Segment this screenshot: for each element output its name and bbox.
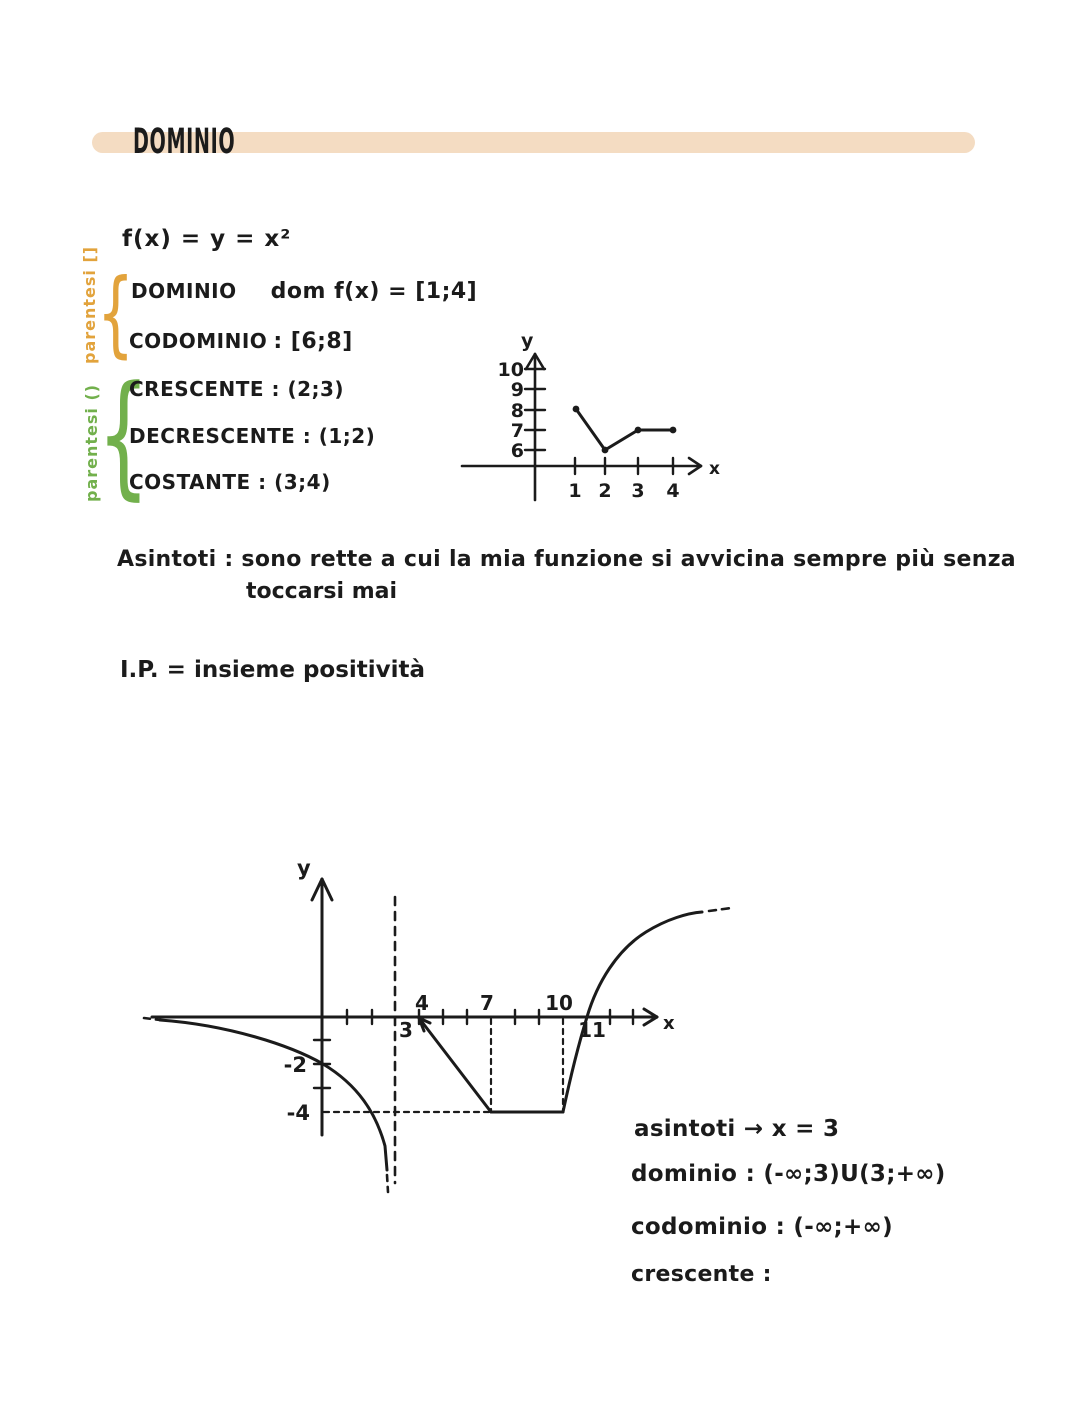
x-axis-label: x <box>663 1013 675 1034</box>
line-codominio <box>129 329 353 354</box>
curly-brace-icon: { <box>97 357 150 513</box>
line-decrescente: DECRESCENTE : (1;2) <box>129 424 376 448</box>
annotation-codominio: codominio : (-∞;+∞) <box>631 1214 893 1240</box>
svg-text:11: 11 <box>578 1018 606 1042</box>
svg-text:10: 10 <box>497 359 524 381</box>
svg-text:8: 8 <box>510 400 524 422</box>
svg-text:-2: -2 <box>283 1053 307 1077</box>
left-branch-curve <box>160 1020 387 1170</box>
y-axis-label: y <box>297 856 311 880</box>
data-point <box>670 427 677 434</box>
data-point <box>573 406 580 413</box>
svg-text:7: 7 <box>480 991 494 1015</box>
curly-brace-icon: { <box>97 259 135 368</box>
x-tick-labels <box>568 480 679 502</box>
right-branch-dashed-end <box>709 908 731 911</box>
svg-text:1: 1 <box>568 480 582 502</box>
data-point <box>635 427 642 434</box>
function-formula: f(x) = y = x² <box>122 226 292 252</box>
codominio-label: CODOMINIO <box>129 329 268 353</box>
big-graph <box>140 853 750 1203</box>
data-point <box>602 447 609 454</box>
asintoti-definition-line1: Asintoti : sono rette a cui la mia funzione si avvicina sempre più senza <box>117 547 1016 572</box>
svg-text:3: 3 <box>631 480 645 502</box>
svg-text:9: 9 <box>510 379 524 401</box>
codominio-value: : [6;8] <box>273 329 353 354</box>
small-graph <box>450 325 750 515</box>
y-axis-label: y <box>521 330 534 352</box>
svg-text:7: 7 <box>510 420 524 442</box>
asintoti-definition-line2: toccarsi mai <box>246 579 398 604</box>
line-dominio <box>131 279 477 304</box>
dominio-label: DOMINIO <box>131 279 237 303</box>
side-label-round-brackets: parentesi () <box>82 383 101 502</box>
svg-text:3: 3 <box>399 1018 413 1042</box>
line-costante: COSTANTE : (3;4) <box>129 470 331 494</box>
y-axis-number-labels <box>284 1053 310 1125</box>
annotation-asintoti: asintoti → x = 3 <box>634 1116 840 1142</box>
dominio-value: dom f(x) = [1;4] <box>270 279 478 304</box>
svg-text:4: 4 <box>415 991 429 1015</box>
side-label-square-brackets: parentesi [] <box>80 245 99 364</box>
page-title: DOMINIO <box>133 120 236 162</box>
line-crescente: CRESCENTE : (2;3) <box>129 377 345 401</box>
function-polyline <box>576 409 673 450</box>
svg-text:-4: -4 <box>286 1101 310 1125</box>
ip-definition: I.P. = insieme positività <box>120 657 426 683</box>
y-tick-labels <box>498 359 524 462</box>
annotation-crescente: crescente : <box>631 1262 772 1287</box>
y-axis <box>526 354 544 500</box>
y-axis <box>312 879 332 1135</box>
x-axis <box>462 458 701 474</box>
x-axis-label: x <box>709 459 720 479</box>
left-branch-dashed-end <box>387 1175 388 1192</box>
annotation-dominio: dominio : (-∞;3)U(3;+∞) <box>631 1161 946 1187</box>
svg-text:4: 4 <box>666 480 680 502</box>
svg-text:2: 2 <box>598 480 612 502</box>
svg-text:10: 10 <box>545 991 573 1015</box>
svg-text:6: 6 <box>510 440 524 462</box>
